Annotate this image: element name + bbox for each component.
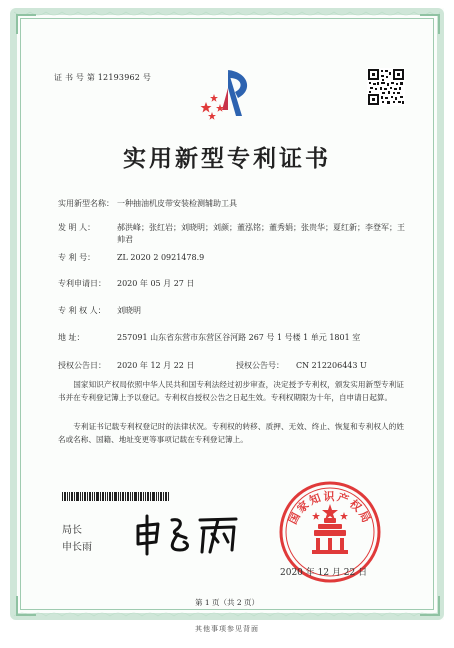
grant-date-value: 2020 年 12 月 22 日: [117, 361, 195, 370]
footer-note: 其他事项参见背面: [195, 625, 259, 633]
patentee-value: 刘晓明: [117, 306, 141, 315]
filing-date-value: 2020 年 05 月 27 日: [117, 279, 195, 288]
qr-code-icon: [367, 68, 405, 106]
patentee-label: 专 利 权 人：: [58, 306, 106, 315]
certificate-number: 证 书 号 第 12193962 号: [54, 73, 152, 82]
filing-date-label: 专利申请日：: [58, 279, 106, 288]
director-title: 局长: [62, 525, 82, 536]
barcode-icon: [62, 492, 170, 501]
certificate-title: 实用新型专利证书: [123, 145, 331, 172]
cnipa-emblem-icon: [198, 66, 262, 124]
legal-status-paragraph: 专利证书记载专利权登记时的法律状况。专利权的转移、质押、无效、终止、恢复和专利权人的姓名或名称、国籍、地址变更等事项记载在专利登记簿上。: [58, 422, 404, 444]
page-number: 第 1 页（共 2 页）: [194, 598, 260, 607]
grant-number-label: 授权公告号：: [236, 361, 284, 370]
patent-number-label: 专 利 号：: [58, 253, 96, 262]
corner-ornament: [420, 14, 440, 34]
utility-model-name-label: 实用新型名称：: [58, 199, 114, 208]
handwritten-signature: [132, 512, 242, 558]
grant-statement-paragraph: 国家知识产权局依照中华人民共和国专利法经过初步审查，决定授予专利权，颁发实用新型专利证书并在专利登记簿上予以登记。专利权自授权公告之日起生效。专利权期限为十年，自申请日起算。: [58, 380, 404, 402]
address-value: 257091 山东省东营市东营区谷河路 267 号 1 号楼 1 单元 1801 室: [117, 333, 361, 342]
seal-text: 国家知识产权局: [286, 490, 374, 527]
director-name: 申长雨: [62, 542, 92, 553]
grant-number-value: CN 212206443 U: [296, 361, 367, 370]
address-label: 地 址：: [58, 333, 85, 342]
seal-date: 2020 年 12 月 22 日: [280, 568, 368, 578]
inventor-value: 郝洪峰；张红岩；刘晓明；刘颜；董泓铭；董秀娟；张贵华；夏红新；李登军；王帅君: [117, 223, 405, 244]
corner-ornament: [16, 14, 36, 34]
grant-date-label: 授权公告日：: [58, 361, 106, 370]
inventor-label: 发 明 人：: [58, 223, 96, 232]
patent-number-value: ZL 2020 2 0921478.9: [117, 253, 205, 262]
utility-model-name-value: 一种抽油机皮带安装检测辅助工具: [117, 199, 237, 208]
